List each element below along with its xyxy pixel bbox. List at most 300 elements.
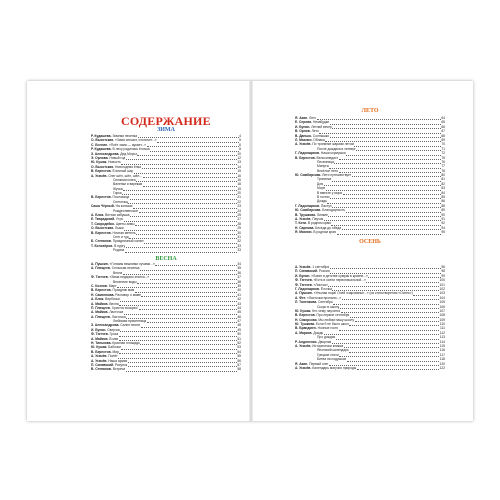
toc-entry-title: 1 сентября (312, 264, 330, 269)
toc-entry-page: 51 (237, 336, 241, 341)
toc-entry-page: 15 (237, 169, 241, 174)
toc-entry-title: Дождь (317, 199, 327, 204)
winter-entries (91, 134, 241, 253)
toc-entry-title: Благодарность (322, 208, 346, 213)
toc-entry-page: 113 (439, 335, 445, 340)
toc-entry-page: 105 (439, 300, 445, 305)
toc-entry-title: Весна (113, 270, 123, 275)
toc-entry-author: Р. Кудашева. (91, 147, 112, 152)
toc-entry-author: Р. Кудашева. (91, 133, 112, 138)
toc-entry-page: 55 (237, 354, 241, 359)
toc-entry-page: 90 (441, 212, 445, 217)
toc-entry-title: В родном краю (313, 230, 337, 235)
toc-entry-title: Исторически книжка (312, 344, 344, 349)
toc-entry-author: Ф. Тютчев. (295, 278, 313, 283)
toc-entry-page: 110 (439, 322, 445, 327)
toc-entry-author: А. Усачёв. (295, 344, 312, 349)
toc-entry-author: П. Синявский. (91, 362, 114, 367)
section-title-winter (157, 127, 175, 133)
toc-entry-title: Грецкие стихи (317, 352, 339, 357)
toc-entry-page: 102 (439, 286, 445, 291)
toc-entry-title: Снежная книга (113, 177, 136, 182)
toc-entry-title: Россия (318, 269, 330, 274)
toc-entry-title: Ласточка (109, 310, 124, 315)
autumn-entries (295, 265, 445, 370)
toc-entry-title: Ёлочка (320, 286, 332, 291)
toc-entry-page: 111 (439, 326, 445, 331)
toc-entry-title: Море (317, 186, 326, 191)
toc-entry-title: Снег и гуд (113, 234, 129, 239)
toc-entry-title: Кто чему научится (312, 308, 341, 313)
toc-entry-page: 120 (439, 361, 445, 366)
toc-entry-author: В. Берестов. (295, 313, 316, 318)
section-title-text: ЗИМА (157, 127, 175, 133)
toc-entry-title: Весёлое лето (317, 168, 339, 173)
toc-entry-title: «Есть в осени первоначальной...» (313, 278, 366, 283)
toc-entry-author: А. Майков. (91, 310, 109, 315)
toc-entry-author: З. Александрова. (91, 151, 120, 156)
toc-entry-page: 58 (237, 367, 241, 372)
toc-entry-author: Э. Орлова. (91, 155, 109, 160)
toc-entry-page: 83 (441, 186, 445, 191)
toc-entry-title: Скоро в школу (317, 304, 340, 309)
toc-entry-title: Утро (116, 217, 124, 222)
toc-entry-author: А. Майков. (91, 301, 109, 306)
spring-entries (91, 262, 241, 372)
toc-entry-page: 52 (237, 341, 241, 346)
toc-entry-page: 12 (237, 155, 241, 160)
toc-entry-page: 38 (237, 279, 241, 284)
toc-entry-title: В мае (109, 336, 119, 341)
toc-entry-page: 13 (237, 160, 241, 165)
toc-entry-author: А. Усачёв. (91, 354, 108, 359)
toc-entry-author: В. Берестов. (91, 195, 112, 200)
toc-entry-title: Полёт (108, 354, 118, 359)
toc-entry-author: В. Берестов. (91, 230, 112, 235)
toc-entry-author: Г. Ладонщиков. (295, 151, 320, 156)
toc-entry-page: 33 (237, 243, 241, 248)
toc-entry-title: Про первое сентября (316, 313, 350, 318)
toc-entry-author: Ю. Кушак. (91, 345, 108, 350)
toc-leader-dots (357, 366, 439, 370)
toc-entry-author: О. Высотская. (91, 164, 115, 169)
toc-entry-author: И. Бунин. (295, 273, 311, 278)
toc-entry-page: 4 (239, 133, 241, 138)
toc-entry-page: 92 (441, 221, 445, 226)
book-spine (249, 81, 253, 421)
toc-entry-page: 71 (441, 146, 445, 151)
toc-entry-author: Ю. Симбирская. (295, 173, 322, 178)
toc-entry-title: Гроза (109, 332, 119, 337)
toc-entry-author: А. Пушкин. (91, 261, 109, 266)
section-title-autumn (359, 239, 381, 245)
section-title-summer (361, 108, 378, 114)
toc-entry-title: Тропинка (317, 177, 332, 182)
toc-entry-page: 21 (237, 195, 241, 200)
toc-entry-page: 35 (237, 266, 241, 271)
toc-entry-title: Праздник мам (112, 288, 135, 293)
toc-entry-page: 32 (237, 239, 241, 244)
toc-entry-page: 77 (441, 164, 445, 169)
toc-entry-author: Р. Алдоненко. (295, 339, 318, 344)
toc-entry-title: Весна (109, 301, 119, 306)
toc-entry-title: Март (108, 283, 117, 288)
toc-entry-text (91, 367, 125, 371)
toc-entry-page: 42 (237, 297, 241, 302)
toc-entry-title: Сентябрь (318, 300, 333, 305)
toc-entry-author: А. Плещеев. (91, 314, 111, 319)
toc-entry-title: Сверчок (107, 327, 120, 332)
toc-entry-author: Н. Тинькова. (91, 341, 112, 346)
toc-entry-author: Л. Мазнин. (295, 137, 313, 142)
toc-entry-author: П. Синявский. (295, 269, 318, 274)
toc-entry-page: 64 (441, 115, 445, 120)
toc-entry-page: 10 (237, 151, 241, 156)
toc-entry-page: 80 (441, 173, 445, 178)
toc-entry-author: С. Козлов. (91, 283, 108, 288)
toc-entry-author: А. Усачёв. (295, 142, 312, 147)
toc-entry-title: Дом (317, 181, 324, 186)
toc-entry-title: Ночная метель (112, 230, 136, 235)
toc-entry-author: Е. Тварадский. (91, 217, 116, 222)
toc-entry-author: А. Фет. (295, 295, 307, 300)
toc-entry-author: Т. Скородейко. (91, 221, 115, 226)
toc-entry (295, 366, 445, 370)
toc-entry-author: В. Данько. (295, 133, 312, 138)
toc-entry-page: 115 (439, 344, 445, 349)
toc-entry-page: 57 (237, 362, 241, 367)
toc-entry-title: Снеготащ (113, 199, 128, 204)
toc-entry-page: 24 (237, 208, 241, 213)
toc-entry-page: 5 (239, 138, 241, 143)
toc-entry-page: 19 (237, 186, 241, 191)
toc-entry-page: 47 (237, 319, 241, 324)
toc-entry-author: В. Степанов. (91, 367, 112, 372)
toc-entry-title: Лето (309, 115, 317, 120)
toc-entry-page: 41 (237, 292, 241, 297)
toc-entry-author: В. Орлов. (295, 129, 311, 134)
toc-entry-title: Битва на подушках (317, 357, 347, 362)
toc-entry-page: 49 (237, 327, 241, 332)
toc-entry-title: Ёлочный шар (112, 169, 134, 174)
toc-entry-title: «Гонимы вешними лучами...» (109, 261, 155, 266)
section-title-text: ОСЕНЬ (359, 239, 381, 245)
toc-entry-page: 75 (441, 155, 445, 160)
toc-entry-title: Мир (112, 349, 119, 354)
toc-entry-author: А. Усачёв. (295, 264, 312, 269)
toc-entry-page: 100 (439, 278, 445, 283)
section-title-text: ЛЕТО (361, 108, 379, 114)
toc-entry-author: В. Берестов. (295, 155, 316, 160)
toc-entry-author: Я. Мазнин. (295, 230, 313, 235)
toc-entry-page: 122 (439, 365, 445, 370)
toc-entry-author: Ф. Тютчев. (295, 282, 313, 287)
toc-entry-author: О. Высотская. (91, 226, 115, 231)
toc-entry-title: Новогодняя ёлка (115, 164, 142, 169)
toc-entry-title: Вербочки (105, 297, 120, 302)
toc-entry-title: Лето путешествует (322, 173, 352, 178)
toc-entry-author: Ф. Тютчев. (91, 332, 109, 337)
toc-entry-title: Бабочки (108, 345, 121, 350)
toc-entry-title: В гостях (317, 195, 330, 200)
toc-entry-title: Календарь магучих природы (312, 365, 357, 370)
toc-entry-page: 40 (237, 288, 241, 293)
toc-entry-page: 81 (441, 177, 445, 182)
toc-entry-title: Пастух (320, 203, 332, 208)
toc-entry-title: Сельская песенка (111, 266, 140, 271)
toc-entry-title: Христос воскрес! (111, 305, 139, 310)
toc-entry-author: А. Усачёв. (91, 358, 108, 363)
toc-entry-page: 36 (237, 270, 241, 275)
toc-entry-author: Ю. Симбирская. (295, 208, 322, 213)
toc-entry-page: 103 (439, 291, 445, 296)
toc-entry-author: Н. Самонхова. (91, 292, 115, 297)
toc-entry-author: В. Трушкова. (295, 212, 317, 217)
toc-leader-dots (126, 368, 237, 372)
toc-entry-title: Рисунок (114, 362, 128, 367)
summer-entries (295, 116, 445, 235)
toc-entry-title: Рождественское (113, 208, 139, 213)
toc-entry-title: «Поёт зима — аукает...» (108, 142, 147, 147)
toc-entry-page: 14 (237, 164, 241, 169)
toc-entry-page: 44 (237, 305, 241, 310)
toc-entry-author: З. Александрова. (91, 323, 120, 328)
toc-entry-page: 53 (237, 345, 241, 350)
toc-entry-title: Мы любим нашу школу (318, 317, 355, 322)
toc-entry-page: 34 (237, 261, 241, 266)
toc-entry-title: Облака (313, 137, 325, 142)
toc-entry-author: Я. Акин. (295, 115, 309, 120)
toc-entry-page: 99 (441, 273, 445, 278)
toc-entry-title: Лыжи (115, 226, 124, 231)
toc-entry-author: А. Усачёв. (91, 173, 108, 178)
toc-entry-author: Т. Белозёров. (91, 243, 114, 248)
toc-entry-title: «Зима недаром злится...» (109, 275, 150, 280)
toc-entry-page: 23 (237, 204, 241, 209)
toc-entry-page: 43 (237, 301, 241, 306)
toc-entry (91, 248, 241, 252)
toc-entry-page: 22 (237, 199, 241, 204)
toc-entry-title: Ночные гости (317, 326, 339, 331)
toc-entry-author: Саша Чёрный. (91, 204, 115, 209)
toc-entry-title: В родном краю (307, 221, 331, 226)
toc-entry-page: 25 (237, 213, 241, 218)
toc-entry-page: 98 (441, 269, 445, 274)
toc-entry-title: Солнышко (312, 133, 330, 138)
toc-entry-page: 33 (237, 248, 241, 253)
toc-entry-title: Весенние воды (113, 279, 137, 284)
toc-entry-author: С. Есенин. (91, 142, 109, 147)
toc-entry-page: 27 (237, 217, 241, 222)
toc-entry-page: 66 (441, 124, 445, 129)
toc-entry-title: Летний вечер (311, 124, 332, 129)
toc-entry-title: Новый год (109, 155, 126, 160)
page-title: СОДЕРЖАНИЕ (121, 114, 211, 128)
toc-entry-title: Дворник (318, 339, 332, 344)
toc-entry-author: Н. Сикорская. (295, 317, 318, 322)
toc-entry-title: Песенница (317, 159, 334, 164)
toc-entry-title: Беседа до обеда (315, 225, 342, 230)
toc-entry-author: В. Берестов. (91, 288, 112, 293)
toc-entry-title: Японский календарь (317, 348, 349, 353)
toc-entry-page: 101 (439, 282, 445, 287)
toc-entry-page: 39 (237, 283, 241, 288)
toc-entry (91, 367, 241, 371)
toc-entry-author: Г. Ладонщиков. (295, 286, 320, 291)
toc-entry-author: Т. Коти. (295, 221, 307, 226)
toc-entry-page: 16 (237, 177, 241, 182)
toc-entry-page: 108 (439, 313, 445, 318)
toc-entry-author: А. Марков. (295, 330, 313, 335)
toc-entry-page: 37 (237, 275, 241, 280)
toc-entry-author: Ю. Тушкова. (295, 322, 316, 327)
toc-entry-page: 85 (441, 195, 445, 200)
toc-entry-text (295, 366, 356, 370)
toc-entry-title: Зимняя песенка (112, 133, 138, 138)
toc-entry-title: Новость (108, 160, 121, 165)
toc-entry-title: В лесу родилась ёлочка (112, 147, 150, 152)
toc-entry-title: «Зима спешит, хлопочет...» (115, 138, 157, 143)
toc-entry-page: 82 (441, 181, 445, 186)
toc-entry-author: Н. Сарнова. (295, 225, 315, 230)
toc-entry-page: 78 (441, 168, 445, 173)
toc-entry-author: А. Пушкин. (295, 291, 313, 296)
toc-entry-title: Лето (311, 129, 319, 134)
toc-entry-title: «Ласточки пропали...» (306, 295, 342, 300)
toc-entry-page: 65 (441, 120, 445, 125)
toc-entry-page: 54 (237, 349, 241, 354)
toc-entry-title: В пургу (114, 243, 126, 248)
toc-entry-page: 95 (441, 230, 445, 235)
toc-entry-author: Л. Тоненкова. (295, 300, 318, 305)
toc-entry-title: Дед Мороз (120, 151, 137, 156)
toc-entry-page: 29 (237, 226, 241, 231)
toc-entry-page: 84 (441, 190, 445, 195)
toc-entry-page: 16 (237, 173, 241, 178)
toc-entry-title: Встреча (112, 367, 126, 372)
toc-entry-text (295, 230, 336, 234)
toc-entry-author: Ю. Кушак. (91, 160, 108, 165)
toc-entry-title: Разговор о маме (115, 292, 141, 297)
toc-entry-page: 6 (239, 142, 241, 147)
toc-entry-page: 118 (439, 357, 445, 362)
toc-entry-title: «Ловит в детстве сумрак в краине...» (311, 273, 368, 278)
toc-entry-title: Паучок (312, 216, 324, 221)
toc-entry-page: 114 (439, 339, 445, 344)
toc-entry-page: 31 (237, 234, 241, 239)
toc-entry-title: «Унылая пора! Очей очарованье...» (из стихотворения «Осень») (313, 291, 413, 296)
toc-entry-page: 48 (237, 323, 241, 328)
toc-entry-author: А. Майков. (91, 336, 109, 341)
section-title-text: ВЕСНА (155, 256, 177, 262)
toc-entry-title: Красная площадь (112, 341, 140, 346)
toc-entry-page: 107 (439, 308, 445, 313)
toc-entry-page: 91 (441, 216, 445, 221)
toc-entry-page: 76 (441, 159, 445, 164)
toc-entry-page: 117 (439, 352, 445, 357)
toc-entry-author: В. Берестов. (91, 349, 112, 354)
toc-entry-title: Минуты (317, 164, 329, 169)
toc-entry-page: 112 (439, 330, 445, 335)
toc-entry-page: 69 (441, 137, 445, 142)
toc-entry-author: И. Бунин. (91, 327, 107, 332)
toc-entry-title: Липкие (316, 212, 328, 217)
toc-entry-author: А. Блок. (91, 297, 105, 302)
toc-entry-page: 94 (441, 225, 445, 230)
toc-entry-title: Любимая присенница (113, 319, 147, 324)
toc-entry-page: 67 (441, 129, 445, 134)
toc-entry-title: Ветхая избушка (105, 213, 130, 218)
toc-entry-title: Валенки и варежки (113, 182, 143, 187)
toc-entry-title: «Листья» (313, 282, 328, 287)
toc-entry-page: 116 (439, 348, 445, 353)
toc-entry-page: 20 (237, 191, 241, 196)
toc-entry-title: Наша армия (108, 358, 128, 363)
toc-entry (295, 230, 445, 234)
toc-entry-page: 88 (441, 203, 445, 208)
toc-entry-title: Горка (113, 191, 122, 196)
toc-entry-title: Снег шёл, шёл, шёл... (108, 173, 143, 178)
toc-entry-title: Пословица (112, 195, 130, 200)
toc-entry-author: П. Плещеев. (91, 305, 111, 310)
toc-entry-title: Цветы зимы (115, 221, 135, 226)
toc-entry-title: В вместе у моря (317, 190, 343, 195)
toc-entry-page: 68 (441, 133, 445, 138)
toc-entry-title: Первый снег (309, 361, 329, 366)
toc-entry-title: По тропинке жарким летом (312, 142, 354, 147)
toc-entry-author: Ю. Кушак. (295, 308, 312, 313)
toc-entry-author: Е. Серова. (295, 120, 313, 125)
toc-entry-title: Жучка (113, 186, 123, 191)
toc-entry-author: И. Бунин. (295, 124, 311, 129)
toc-entry-page: 106 (439, 304, 445, 309)
toc-entry-author: О. Высотская. (91, 138, 115, 143)
toc-entry-page: 86 (441, 199, 445, 204)
toc-entry-page: 8 (239, 147, 241, 152)
toc-entry-author: В. Берестов. (91, 169, 112, 174)
toc-leader-dots (125, 248, 237, 252)
toc-entry-title: На коньках (115, 204, 133, 209)
toc-entry-author: А. Блок. (91, 213, 105, 218)
toc-entry-page: 104 (439, 295, 445, 300)
toc-entry-page: 50 (237, 332, 241, 337)
toc-entry-title: Наши кормушки (320, 151, 346, 156)
toc-entry-page: 30 (237, 230, 241, 235)
toc-entry-author: В. Брандмен. (295, 326, 317, 331)
toc-entry-page: 109 (439, 317, 445, 322)
toc-entry-title: Незабудки (312, 120, 329, 125)
toc-entry-page: 46 (237, 314, 241, 319)
toc-entry-author: Б. Степанов. (91, 239, 112, 244)
toc-entry-author: А. Усачёв. (295, 365, 312, 370)
toc-entry-page: 45 (237, 310, 241, 315)
toc-entry-author: А. Плещеев. (91, 266, 111, 271)
toc-entry-page: 89 (441, 208, 445, 213)
toc-entry-author: А. Усачёв. (295, 216, 312, 221)
toc-entry-page: 72 (441, 151, 445, 156)
toc-entry-title: Дождь (313, 330, 324, 335)
toc-entry-title: После дождика в четверг (317, 146, 356, 151)
toc-entry-text (91, 248, 124, 252)
toc-entry-author: Г. Ладонщиков. (295, 203, 320, 208)
book-spread (27, 81, 473, 421)
toc-entry-title: Салют весне (120, 323, 141, 328)
toc-entry-title: Родина (113, 248, 125, 253)
toc-entry-title: Про дождик (317, 335, 336, 340)
toc-entry-title: Велосипедист (316, 155, 339, 160)
toc-entry-author: Ф. Тютчев. (91, 275, 109, 280)
toc-entry-title: Ласточка (111, 314, 126, 319)
